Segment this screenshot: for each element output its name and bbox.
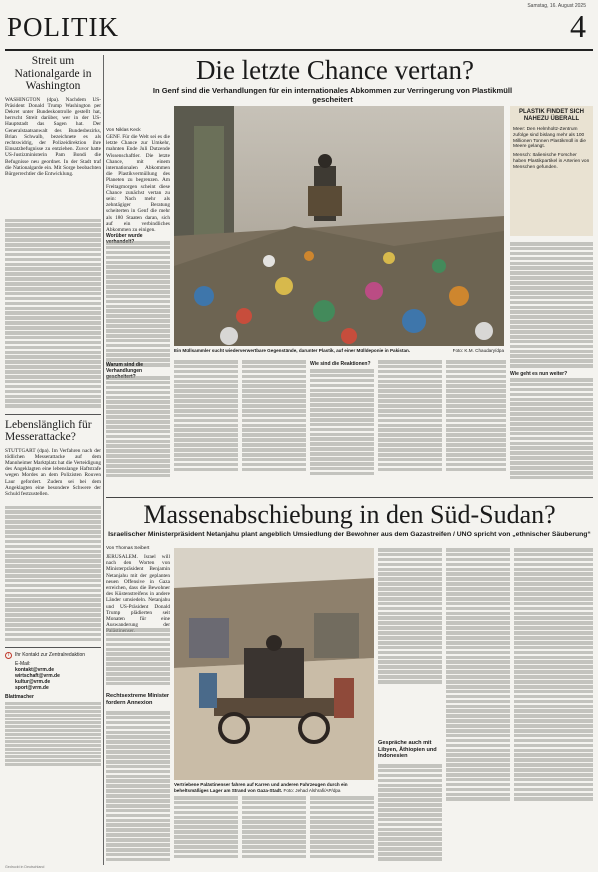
second-story-lead: JERUSALEM. Israel will nach den Worten von Ministerpräsident Benjamin Netanjahu mit der geplanten neuen Offensive in Gaza erreichen, dass die Bewohner des Küstenstreifens in andere Länder umsiedeln. Netanjahu und US-Präsident Donald Trump plädierten seit Monaten für eine Auswanderung der (106, 554, 170, 629)
text-block (446, 548, 510, 801)
second-story-byline: Von Thomas Seibert (106, 546, 150, 551)
section-title: POLITIK (7, 12, 119, 42)
photo-credit: Foto: Jehad Alshrafi/AP/dpa (283, 787, 341, 793)
gaza-photo (174, 548, 374, 780)
text-block (378, 764, 442, 861)
top-story-headline: Die letzte Chance vertan? (195, 55, 475, 85)
article-headline-nationalgarde: Streit um Nationalgarde in Washington (14, 55, 92, 92)
email-link[interactable]: kultur@vrm.de (15, 679, 51, 686)
text-block (106, 711, 170, 861)
text-block (510, 242, 593, 368)
text-block (106, 241, 170, 367)
second-story-headline: Massenabschiebung in den Süd-Sudan? (143, 500, 556, 529)
email-link[interactable]: wirtschaft@vrm.de (15, 672, 60, 679)
article-body-messerattacke: STUTTGART (dpa). Im Verfahren nach der tödlichen Messerattacke auf dem Mannheimer Marktplatz hat die Verteidigung des Angeklagten eine lebenslange Haftstrafe wegen Mordes an dem Polizisten Rouven Laur gefordert. Zudem sei bei dem Angeklagten eine besondere Schwere der Schuld festzustellen. (5, 447, 101, 497)
info-box-item: Meer: Den Helmholtz-Zentrum zufolge sind bislang mehr als 100 Millionen Tonnen Plastikmüll in die Meere gelangt. (513, 127, 586, 150)
staff-label: Blattmacher (5, 694, 34, 701)
subhead-gespraeche: Gespräche auch mit Libyen, Äthiopien und Indonesien (378, 740, 437, 760)
text-block (242, 360, 306, 471)
info-box (510, 106, 593, 236)
column-divider (103, 55, 104, 865)
text-block (310, 796, 374, 858)
info-box-item: Mensch: Italienische Forscher haben Plastikpartikel in Arterien von Menschen gefunden. (513, 153, 590, 170)
text-block (174, 796, 238, 858)
text-block (174, 360, 238, 471)
divider (5, 647, 101, 648)
email-label: E-Mail: (15, 660, 31, 667)
masthead-rule (5, 49, 593, 51)
text-block (378, 360, 442, 471)
article-text-continuation (5, 506, 101, 642)
text-block (106, 628, 170, 685)
text-block (242, 796, 306, 858)
text-block (378, 548, 442, 684)
photo-credit: Foto: K.M. Chaudary/dpa (452, 348, 504, 353)
page-number: 4 (570, 8, 586, 44)
top-story-lead: GENF. Für die Welt sei es die letzte Chance zur Umkehr, mahnten Ende Juli Dutzende Wissenschaftler. Die letzte Chance, mit einem internationalen Abkommen die Plastikvermüllung des Planeten zu begrenzen. Am Freitagmorgen scheint diese Chance zunächst vertan zu sein: Nach mehr als zehntägiger Beratung scheiterten in Genf die mehr als 180 Staaten daran, sich auf ein verbindliches Abkommen zu einigen. (106, 134, 170, 234)
text-block (446, 360, 506, 471)
staff-list (5, 702, 101, 766)
top-story-subheadline: In Genf sind die Verhandlungen für ein internationales Abkommen zur Verringerung von Plastikmüll gescheitert (152, 86, 513, 104)
imprint: Gedruckt in Deutschland (5, 864, 45, 869)
article-headline-messerattacke: Lebenslänglich für Messerattacke? (5, 418, 92, 444)
subhead-annexion: Rechtsextreme Minister fordern Annexion (106, 693, 170, 706)
top-story-byline: Von Niklas Keck (106, 128, 141, 133)
text-block (106, 376, 170, 477)
landfill-photo (174, 106, 504, 346)
photo-caption: Ein Müllsammler sucht wiederverwertbare Gegenstände, darunter Plastik, auf einer Mülldeponie in Pakistan. (174, 348, 411, 353)
text-block (310, 369, 374, 475)
email-link[interactable]: sport@vrm.de (15, 685, 49, 692)
page-date: Samstag, 16. August 2025 (527, 3, 586, 9)
left-column (5, 55, 101, 867)
photo-caption: Vertriebene Palästinenser fahren auf Karren und anderen Fahrzeugen durch ein beheltsmäßiges Lager am Strand von Gaza-Stadt. (174, 782, 348, 793)
divider (5, 414, 101, 415)
text-block (514, 548, 593, 801)
subhead-weiter: Wie geht es nun weiter? (510, 371, 568, 377)
article-body-nationalgarde: WASHINGTON (dpa). Nachdem US-Präsident Donald Trump Washington per Dekret unter Bundeskontrolle gestellt hat, herrscht Streit darüber, wer in der US-Hauptstadt das Sagen hat. Der Generalstaatsanwalt des Bundesbezirks, Brian Schwalb, bezeichnete es als rechtswidrig, der Polizeidirektion ihre Einsatzbefugnisse zu entziehen. Zuvor hatte US-Justizministerin Pam Bondi die Befugnisse neu geordnet. In der Stadt traf die Nationalgarde ein. Mit Sorge beobachten Bürgerrechtler die Entwicklung. (5, 96, 101, 177)
article-text-continuation (5, 219, 101, 408)
info-icon: i (5, 652, 12, 659)
email-link[interactable]: kontakt@vrm.de (15, 666, 55, 673)
subhead-verhandelt: Worüber wurde (106, 233, 143, 239)
subhead-reaktionen: Wie sind die Reaktionen? (310, 361, 371, 367)
text-block (510, 378, 593, 479)
subhead-gescheitert: Warum sind die Verhandlungen (106, 362, 144, 374)
contact-title: Ihr Kontakt zur Zentralredaktion (15, 651, 86, 658)
second-story-subheadline: Israelischer Ministerpräsident Netanjahu plant angeblich Umsiedlung der Bewohner aus dem Gazastreifen / UNO spricht von „ethnischer Säuberung“ (108, 531, 591, 538)
info-box-title: PLASTIK FINDET SICH NAHEZU ÜBERALL (518, 109, 584, 122)
section-divider (106, 497, 593, 498)
contact-box (5, 652, 101, 766)
